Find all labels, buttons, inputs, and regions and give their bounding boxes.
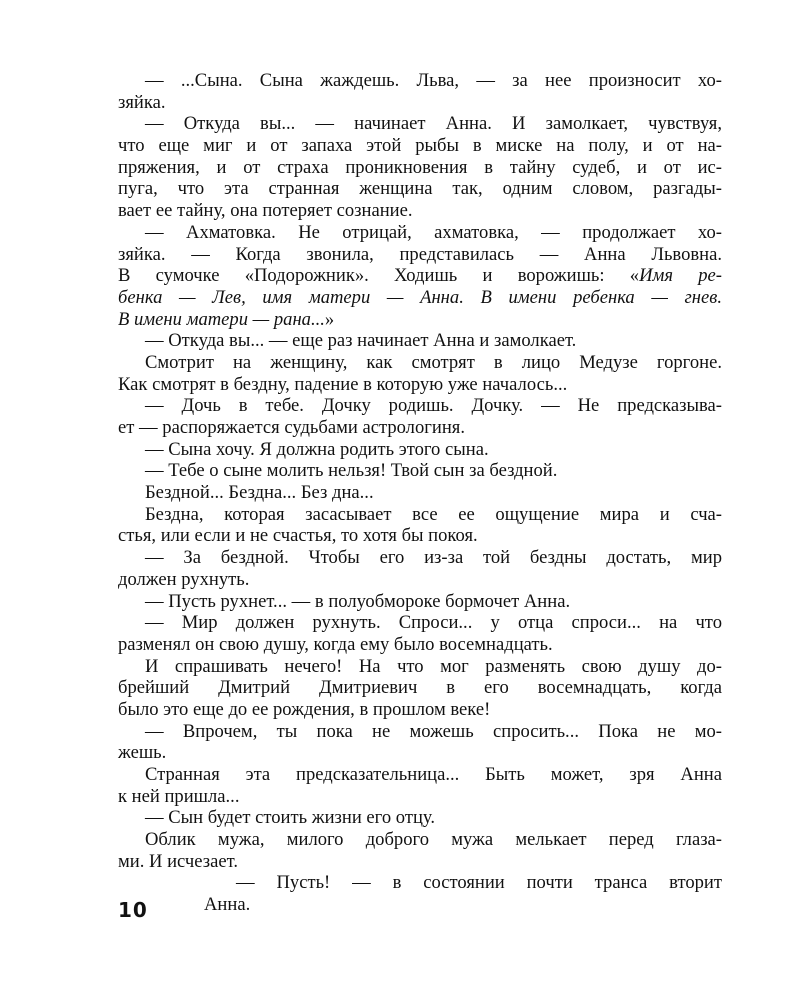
text-line: к ней пришла... <box>118 785 240 807</box>
text-line: — Дочь в тебе. Дочку родишь. Дочку. — Не предсказыва- <box>145 395 722 417</box>
page-body <box>118 70 722 916</box>
text-line <box>118 265 722 287</box>
text-line: Бездна, которая засасывает все ее ощущение мира и сча- <box>145 503 722 525</box>
text-line: Анна. <box>204 894 251 916</box>
text-line: — ...Сына. Сына жаждешь. Льва, — за нее произносит хо- <box>145 70 722 91</box>
text-line: пуга, что эта странная женщина так, одним словом, разгады- <box>118 178 722 200</box>
text-line: — Сын будет стоить жизни его отцу. <box>145 807 435 829</box>
text-line: Бездной... Бездна... Без дна... <box>145 482 374 504</box>
text-line: было это еще до ее рождения, в прошлом веке! <box>118 698 491 720</box>
text-line: Облик мужа, милого доброго мужа мелькает перед глаза- <box>145 829 722 851</box>
italic-span: бенка — Лев, имя матери — Анна. В имени ребенка — гнев. <box>118 286 722 308</box>
text-line: И спрашивать нечего! На что мог разменять свою душу до- <box>145 655 722 677</box>
text-line: ми. И исчезает. <box>118 850 238 872</box>
text-line: Смотрит на женщину, как смотрят в лицо Медузе горгоне. <box>145 351 722 373</box>
italic-span: Имя ре- <box>639 265 722 287</box>
text-line: — Откуда вы... — еще раз начинает Анна и замолкает. <box>145 330 577 352</box>
text-line: зяйка. — Когда звонила, представилась — Анна Львовна. <box>118 243 722 265</box>
page-number: 10 <box>118 898 148 922</box>
text-line <box>118 309 722 331</box>
text-line: разменял он свою душу, когда ему было восемнадцать. <box>118 633 553 655</box>
text-line: вает ее тайну, она потеряет сознание. <box>118 200 413 222</box>
text-line: — Мир должен рухнуть. Спроси... у отца спроси... на что <box>145 612 722 634</box>
text-line <box>118 287 722 309</box>
text-line: — Тебе о сыне молить нельзя! Твой сын за бездной. <box>145 460 558 482</box>
text-line: — Ахматовка. Не отрицай, ахматовка, — продолжает хо- <box>145 221 722 243</box>
italic-span: В имени матери — рана... <box>118 308 325 330</box>
text-line: — Откуда вы... — начинает Анна. И замолкает, чувствуя, <box>145 113 722 135</box>
text-line: брейший Дмитрий Дмитриевич в его восемнадцать, когда <box>118 677 722 699</box>
text-line: что еще миг и от запаха этой рыбы в миске на полу, и от на- <box>118 135 722 157</box>
text-line: Странная эта предсказательница... Быть может, зря Анна <box>145 764 722 785</box>
text-line: жешь. <box>118 742 167 764</box>
text-line: зяйка. <box>118 91 166 113</box>
text-line: Как смотрят в бездну, падение в которую уже началось... <box>118 373 568 395</box>
text-line: — Впрочем, ты пока не можешь спросить... Пока не мо- <box>145 720 722 742</box>
text-span: » <box>324 308 335 330</box>
text-line: — Сына хочу. Я должна родить этого сына. <box>145 438 489 460</box>
text-line: — За бездной. Чтобы его из-за той бездны достать, мир <box>145 547 722 569</box>
text-line: ет — распоряжается судьбами астрологиня. <box>118 417 465 438</box>
text-line: — Пусть рухнет... — в полуобмороке бормочет Анна. <box>145 590 571 612</box>
text-line: стья, или если и не счастья, то хотя бы покоя. <box>118 525 478 547</box>
text-line: должен рухнуть. <box>118 568 250 590</box>
text-line: пряжения, и от страха проникновения в тайну судеб, и от ис- <box>118 156 722 178</box>
text-line: — Пусть! — в состоянии почти транса вторит <box>236 872 722 894</box>
text-span: В сумочке «Подорожник». Ходишь и ворожишь: « <box>118 265 640 287</box>
